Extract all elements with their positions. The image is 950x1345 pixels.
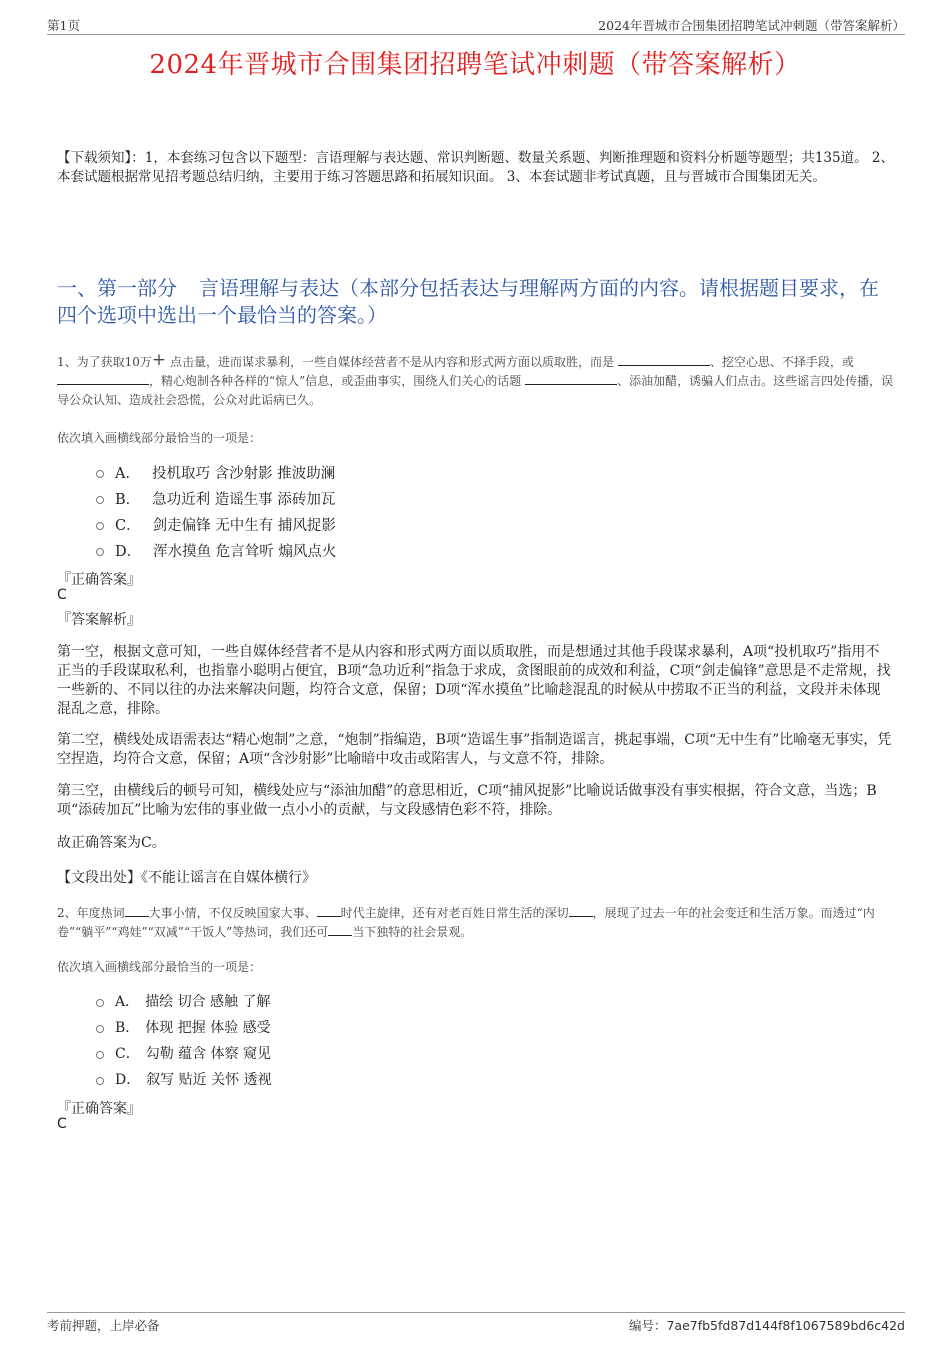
option-a[interactable]: A． 投机取巧 含沙射影 推波助澜 [96, 459, 336, 485]
radio-icon[interactable] [96, 548, 104, 556]
section-number: 一、第一部分 [57, 276, 177, 300]
option-d[interactable]: D． 浑水摸鱼 危言耸听 煽风点火 [96, 537, 336, 563]
question-2-options [96, 988, 272, 1092]
document-title: 2024年晋城市合围集团招聘笔试冲刺题（带答案解析） [149, 50, 801, 80]
answer-blank [125, 904, 149, 917]
option-b[interactable]: B． 体现 把握 体验 感受 [96, 1014, 272, 1040]
radio-icon[interactable] [96, 496, 104, 504]
page-header [47, 14, 905, 35]
analysis-paragraph-2: 第二空，横线处成语需表达“精心炮制”之意，“炮制”指编造，B项“造谣生事”指制造谣言，挑起事端，C项“无中生有”比喻毫无事实，凭空捏造，均符合文意，保留；A项“含沙射影”比喻暗中攻击或陷害人，与文意不符，排除。 [57, 732, 892, 767]
correct-answer-label: 『正确答案』 [57, 572, 141, 588]
section-description: 言语理解与表达（本部分包括表达与理解两方面的内容。请根据题目要求，在四个选项中选出一个最恰当的答案。） [57, 276, 879, 327]
option-d[interactable]: D． 叙写 贴近 关怀 透视 [96, 1066, 272, 1092]
analysis-conclusion: 故正确答案为C。 [57, 835, 166, 851]
answer-blank [317, 904, 341, 917]
question-2-stem: 2、年度热词 大事小情，不仅反映国家大事、 时代主旋律，还有对老百姓日常生活的深切 ，展现了过去一年的社会变迁和生活万象。而透过“内卷”“躺平”“鸡娃”“双减”“干饭人”等热词，我们还可 当下独特的社会景观。 [57, 906, 875, 939]
question-1-options [96, 459, 336, 563]
analysis-label: 『答案解析』 [57, 612, 141, 628]
correct-answer: C [57, 1116, 67, 1132]
option-c[interactable]: C． 剑走偏锋 无中生有 捕风捉影 [96, 511, 336, 537]
correct-answer-label: 『正确答案』 [57, 1101, 141, 1117]
footer-slogan: 考前押题，上岸必备 [47, 1318, 160, 1333]
question-1-prompt: 依次填入画横线部分最恰当的一项是： [57, 431, 262, 445]
radio-icon[interactable] [96, 470, 104, 478]
document-code: 7ae7fb5fd87d144f8f1067589bd6c42d [666, 1318, 905, 1333]
answer-blank [569, 904, 593, 917]
footer-code: 编号：7ae7fb5fd87d144f8f1067589bd6c42d [628, 1318, 905, 1333]
answer-blank [57, 372, 149, 385]
radio-icon[interactable] [96, 1025, 104, 1033]
analysis-paragraph-3: 第三空，由横线后的顿号可知，横线处应与“添油加醋”的意思相近，C项“捕风捉影”比喻说话做事没有事实根据，符合文意，当选；B项“添砖加瓦”比喻为宏伟的事业做一点小小的贡献，与文段感情色彩不符，排除。 [57, 783, 877, 818]
question-1-stem: 1、为了获取10万+ 点击量，进而谋求暴利，一些自媒体经营者不是从内容和形式两方面以质取胜，而是 、挖空心思、不择手段，或 ，精心炮制各种各样的“惊人”信息，或歪曲事实，围绕人们关心的话题 、添油加醋，诱骗人们点击。这些谣言四处传播，误导公众认知、造成社会恐慌，公众对此诟病已久。 [57, 350, 894, 407]
answer-blank [618, 353, 710, 366]
option-a[interactable]: A． 描绘 切合 感触 了解 [96, 988, 272, 1014]
option-b[interactable]: B． 急功近利 造谣生事 添砖加瓦 [96, 485, 336, 511]
question-2-prompt: 依次填入画横线部分最恰当的一项是： [57, 960, 262, 974]
plus-icon: + [151, 350, 167, 370]
download-notice: 【下载须知】：1，本套练习包含以下题型：言语理解与表达题、常识判断题、数量关系题、判断推理题和资料分析题等题型；共135道。 2、本套试题根据常见招考题总结归纳，主要用于练习答题思路和拓展知识面。 3、本套试题非考试真题，且与晋城市合围集团无关。 [57, 150, 894, 185]
radio-icon[interactable] [96, 1051, 104, 1059]
passage-source: 【文段出处】《不能让谣言在自媒体横行》 [57, 870, 316, 886]
radio-icon[interactable] [96, 522, 104, 530]
answer-blank [525, 372, 617, 385]
option-c[interactable]: C． 勾勒 蕴含 体察 窥见 [96, 1040, 272, 1066]
page-number: 第1页 [47, 18, 80, 33]
radio-icon[interactable] [96, 1077, 104, 1085]
correct-answer: C [57, 587, 67, 603]
page-footer [47, 1312, 905, 1335]
header-doc-name: 2024年晋城市合围集团招聘笔试冲刺题（带答案解析） [598, 18, 905, 33]
radio-icon[interactable] [96, 999, 104, 1007]
analysis-paragraph-1: 第一空，根据文意可知，一些自媒体经营者不是从内容和形式两方面以质取胜，而是想通过其他手段谋求暴利，A项“投机取巧”指用不正当的手段谋取私利，也指靠小聪明占便宜，B项“急功近利”指急于求成，贪图眼前的成效和利益，C项“剑走偏锋”意思是不走常规，找一些新的、不同以往的办法来解决问题，均符合文意，保留；D项“浑水摸鱼”比喻趁混乱的时候从中捞取不正当的利益，文段并未体现混乱之意，排除。 [57, 644, 891, 717]
section-title [57, 275, 897, 329]
answer-blank [328, 923, 352, 936]
